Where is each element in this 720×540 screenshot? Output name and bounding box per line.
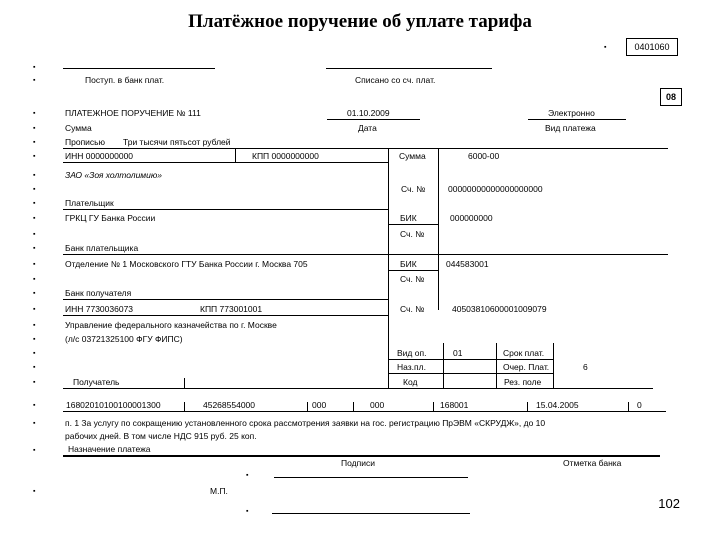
row-line [63,455,660,457]
payee-bik-label: БИК [400,259,417,269]
column-divider [184,402,185,411]
order-date-line [327,119,420,120]
bullet: ▪ [33,153,36,160]
due-label: Срок плат. [503,348,545,358]
tax-doc-date: 15.04.2005 [536,400,579,410]
purpose-label: Назначение платежа [68,444,151,454]
form-code: 0401060 [634,42,670,52]
bullet: ▪ [33,322,36,329]
payer-bank-account-label: Сч. № [400,229,425,239]
bullet: ▪ [33,379,36,386]
payer-bik-value: 000000000 [450,213,493,223]
payer-sum-value: 6000-00 [468,151,500,161]
bullet: ▪ [33,364,36,371]
priority-value: 6 [583,362,588,372]
row-line [63,254,668,255]
row-line [63,209,388,210]
payer-label: Плательщик [65,198,114,208]
priority-label: Очер. Плат. [503,362,550,372]
bullet: ▪ [33,172,36,179]
payee-kpp: КПП 773001001 [200,304,263,314]
payee-inn: ИНН 7730036073 [65,304,134,314]
column-divider [527,402,528,411]
column-divider [438,148,439,310]
payer-bik-label: БИК [400,213,417,223]
bullet: ▪ [33,402,36,409]
bullet: ▪ [33,231,36,238]
bullet: ▪ [604,44,607,51]
bullet: ▪ [33,290,36,297]
received-label: Поступ. в банк плат. [85,75,165,85]
bullet: ▪ [33,200,36,207]
bullet: ▪ [33,186,36,193]
row-line [388,373,553,374]
bullet: ▪ [33,77,36,84]
column-divider [307,402,308,411]
bullet: ▪ [33,447,36,454]
row-line [63,299,388,300]
payment-type-label: Вид платежа [545,123,596,133]
reserve-label: Рез. поле [504,377,542,387]
purpose-text-line2: рабочих дней. В том числе НДС 915 руб. 25 коп. [65,431,257,441]
form-code-box [626,38,678,56]
column-divider [433,402,434,411]
payer-bank-label: Банк плательщика [65,243,139,253]
bank-mark-label: Отметка банка [563,458,622,468]
amount-label: Сумма [65,123,92,133]
tax-type: 0 [637,400,642,410]
signatures-label: Подписи [341,458,375,468]
bullet: ▪ [33,245,36,252]
payment-type-line [528,119,626,120]
in-words-label: Прописью [65,137,105,147]
payer-name: ЗАО «Зоя холтолимию» [65,170,162,180]
op-type-value: 01 [453,348,463,358]
payee-bik-value: 044583001 [446,259,489,269]
received-date-line [63,68,215,69]
bullet: ▪ [33,306,36,313]
date-label: Дата [358,123,377,133]
payer-bank: ГРКЦ ГУ Банка России [65,213,156,223]
bullet: ▪ [33,110,36,117]
column-divider [553,343,554,388]
row-line [63,148,668,149]
signature-line [274,477,468,478]
column-divider [235,148,236,162]
payer-kpp: КПП 0000000000 [252,151,319,161]
tax-okato: 45268554000 [203,400,256,410]
bullet: ▪ [246,508,249,515]
stamp-label: М.П. [210,486,228,496]
bullet: ▪ [33,215,36,222]
signature-line [272,513,470,514]
column-divider [443,343,444,388]
row-line [63,411,666,412]
bullet: ▪ [33,261,36,268]
order-name: ПЛАТЕЖНОЕ ПОРУЧЕНИЕ № 111 [65,108,201,118]
column-divider [388,148,389,388]
payee-name-line1: Управление федерального казначейства по г. Москве [65,320,277,330]
order-date: 01.10.2009 [347,108,390,118]
payee-label: Получатель [73,377,120,387]
row-line [63,315,388,316]
payee-bank: Отделение № 1 Московского ГТУ Банка России г. Москва 705 [65,259,308,269]
tax-basis: 000 [312,400,327,410]
row-line [63,388,653,389]
bullet: ▪ [33,276,36,283]
payer-inn: ИНН 0000000000 [65,151,134,161]
bullet: ▪ [33,420,36,427]
tax-period: 000 [370,400,385,410]
purpose-text-line1: п. 1 За услугу по сокращению установленного срока рассмотрения заявки на гос. регистрацию ПрЭВМ «СКРУДЖ», до 10 [65,418,546,428]
payee-account-value: 40503810600001009079 [452,304,547,314]
payee-account-label: Сч. № [400,304,425,314]
payee-name-line2: (л/с 03721325100 ФГУ ФИПС) [65,334,183,344]
column-divider [353,402,354,411]
tax-kbk: 16802010100100001300 [66,400,161,410]
op-type-label: Вид оп. [397,348,427,358]
priority-code-box [660,88,682,106]
payer-sum-label: Сумма [399,151,426,161]
bullet: ▪ [33,350,36,357]
debited-label: Списано со сч. плат. [355,75,436,85]
bullet: ▪ [33,488,36,495]
bullet: ▪ [33,125,36,132]
payment-type: Электронно [548,108,595,118]
bullet: ▪ [33,336,36,343]
bullet: ▪ [33,64,36,71]
row-line [388,270,438,271]
tax-doc-number: 168001 [440,400,469,410]
payer-account-label: Сч. № [401,184,426,194]
column-divider [184,378,185,388]
row-line [63,162,388,163]
payee-bank-label: Банк получателя [65,288,132,298]
page-title: Платёжное поручение об уплате тарифа [188,11,532,32]
payer-account-value: 00000000000000000000 [448,184,543,194]
column-divider [628,402,629,411]
purpose-code-label: Наз.пл. [397,362,426,372]
bullet: ▪ [33,139,36,146]
debited-date-line [326,68,492,69]
code-label: Код [403,377,418,387]
column-divider [496,343,497,388]
bullet: ▪ [246,472,249,479]
row-line [388,359,553,360]
page-number: 102 [658,496,680,511]
in-words-value: Три тысячи пятьсот рублей [123,137,231,147]
priority-code: 08 [665,92,676,102]
payee-bank-account-label: Сч. № [400,274,425,284]
row-line [388,224,438,225]
